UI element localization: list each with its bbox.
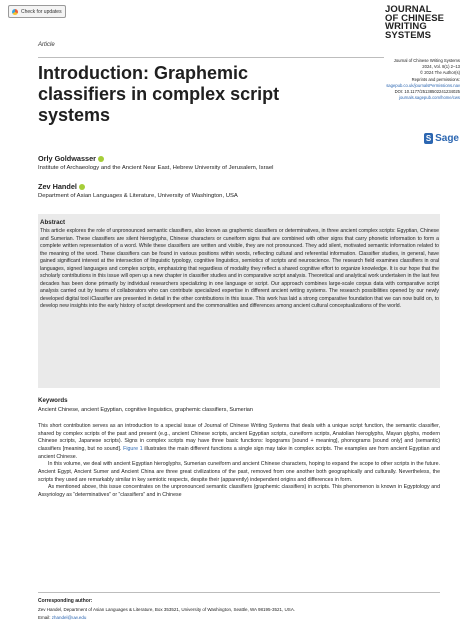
corresponding-author-address: Zev Handel, Department of Asian Languages & Literature, Box 353521, University of Washington, Seattle, WA 98195-3521, USA. — [38, 607, 296, 612]
orcid-icon[interactable] — [98, 156, 104, 162]
footer-divider — [38, 592, 440, 593]
body-text-span: This short contribution serves as an introduction to a special issue of Journal of Chinese Writing Systems that deals with a unique script function, the semantic classifier, shared by complex scripts of the past and present (e.g., ancient Chinese scripts, ancient Egyptian scripts, cuneiform scripts, Anatolian hieroglyphs, Mayan glyphs, modern Chinese scripts, Japanese scripts). Signs in complex scripts may have three basic functions: logograms [sound + meaning], phonograms [sound only] and (semantic) classifiers [meaning, but no sound]. — [38, 423, 440, 452]
journal-name-line: WRITING — [385, 21, 427, 33]
header-divider — [38, 57, 384, 58]
email-link[interactable]: zhandel@uw.edu — [51, 615, 87, 620]
sage-icon: S — [425, 134, 432, 143]
copyright-line: © 2024 The Author(s) — [419, 70, 460, 76]
article-body — [38, 423, 440, 500]
article-type-label: Article — [38, 42, 55, 48]
journal-home-link[interactable]: journals.sagepub.com/home/cws — [399, 95, 460, 101]
doi-line: DOI: 10.1177/25138502241234025 — [394, 89, 460, 95]
body-paragraph — [38, 423, 440, 461]
publication-metadata — [368, 58, 460, 101]
update-check-icon — [12, 9, 18, 15]
author-block — [38, 182, 238, 199]
author-affiliation: Institute of Archaeology and the Ancient Near East, Hebrew University of Jerusalem, Israel — [38, 165, 274, 171]
author-name-text: Zev Handel — [38, 182, 77, 191]
author-name — [38, 154, 273, 163]
keywords-list: Ancient Chinese, ancient Egyptian, cognitive linguistics, graphemic classifiers, Sumerian — [38, 407, 253, 413]
journal-name-line: SYSTEMS — [385, 29, 432, 41]
journal-name-line: OF CHINESE — [385, 12, 445, 24]
volume-pages: 2024, Vol. 8(1) 2–13 — [422, 64, 460, 70]
body-paragraph: As mentioned above, this issue concentrates on the unpronounced semantic classifiers (graphemic classifiers) in scripts. This phenomenon is known in Egyptology and Assyriology as “determinatives” or “classifiers” and in Chinese — [38, 484, 440, 498]
article-title: Introduction: Graphemic classifiers in complex script systems — [38, 63, 280, 125]
corresponding-author-email — [38, 615, 86, 620]
orcid-icon[interactable] — [79, 184, 85, 190]
publisher-logo — [424, 133, 459, 144]
permissions-link[interactable]: sagepub.co.uk/journalsPermissions.nav — [386, 82, 460, 88]
check-for-updates-label: Check for updates — [21, 8, 62, 15]
publisher-name: Sage — [435, 133, 459, 144]
email-label: Email: — [38, 615, 51, 620]
body-paragraph: In this volume, we deal with ancient Egyptian hieroglyphs, Sumerian cuneiform and ancient Chinese characters, hoping to expand the scope to other scripts in the future. Ancient Egypt, Ancient Sumer and Ancient China are three great civilizations of the past, removed from one another both geographically and culturally. Nevertheless, the scripts they used are remarkably similar in key semiotic respects, despite their (apparently) independent origins and differences in form. — [38, 461, 440, 483]
author-block — [38, 154, 273, 171]
author-name-text: Orly Goldwasser — [38, 154, 96, 163]
check-for-updates-badge[interactable] — [8, 5, 66, 18]
reprints-label: Reprints and permissions: — [411, 76, 460, 82]
journal-logo-text — [385, 6, 455, 40]
abstract-heading: Abstract — [40, 219, 66, 226]
author-name — [38, 182, 238, 191]
journal-citation: Journal of Chinese Writing Systems — [393, 58, 460, 63]
corresponding-author-heading: Corresponding author: — [38, 598, 93, 604]
keywords-heading: Keywords — [38, 397, 68, 404]
figure-reference-link[interactable]: Figure 1 — [123, 445, 143, 452]
body-text-span: illustrates the main different functions a single sign may take in complex scripts. The examples are from ancient Egyptian and ancient Chinese. — [38, 445, 440, 460]
author-affiliation: Department of Asian Languages & Literature, University of Washington, USA — [38, 193, 238, 199]
abstract-text: This article explores the role of unpronounced semantic classifiers, also known as graphemic classifiers or determinatives, in three ancient complex scripts: Egyptian, Chinese and Sumerian. These classifiers are silent hieroglyphs, Chinese characters or cuneiform signs that are combined with other signs that carry phonetic information to form a complete written representation of a word. While these classifiers are written and visible, they are not pronounced. They add silent, motivated semantic information related to the meaning of the word. These classifiers can be found in various positions within words, reflecting cultural and referential information. Classifier studies, in general, have gained significant interest at the intersection of linguistic typology, cognitive linguistics, semiotics of scripts and neuroscience. The research field examines classifiers in oral languages, signed languages and complex scripts, emphasizing that regardless of modality they reflect a shared cognitive effort to organize knowledge. It is our hope that the scholarly contributions in this issue will open up a new chapter in classifier studies and in comparative script analysis. Theoretical and analytical work undertaken in the last few decades has been done primarily by individual researchers specializing in one language or script. Our approach combines large-scale corpus data with comparative script analysis carried out by teams of collaborators who can contribute specialized expertise in different ancient writing systems. The research possibilities opened by our newly developed digital tool iClassifier are presented in detail in the other contributions in this issue. This work has laid a strong comparative foundation that we can now build on, to develop new insights into the early history of script development and the commonalities and differences among ancient cultural conceptualizations of the world. — [40, 228, 439, 309]
journal-name-line: JOURNAL — [385, 4, 432, 15]
